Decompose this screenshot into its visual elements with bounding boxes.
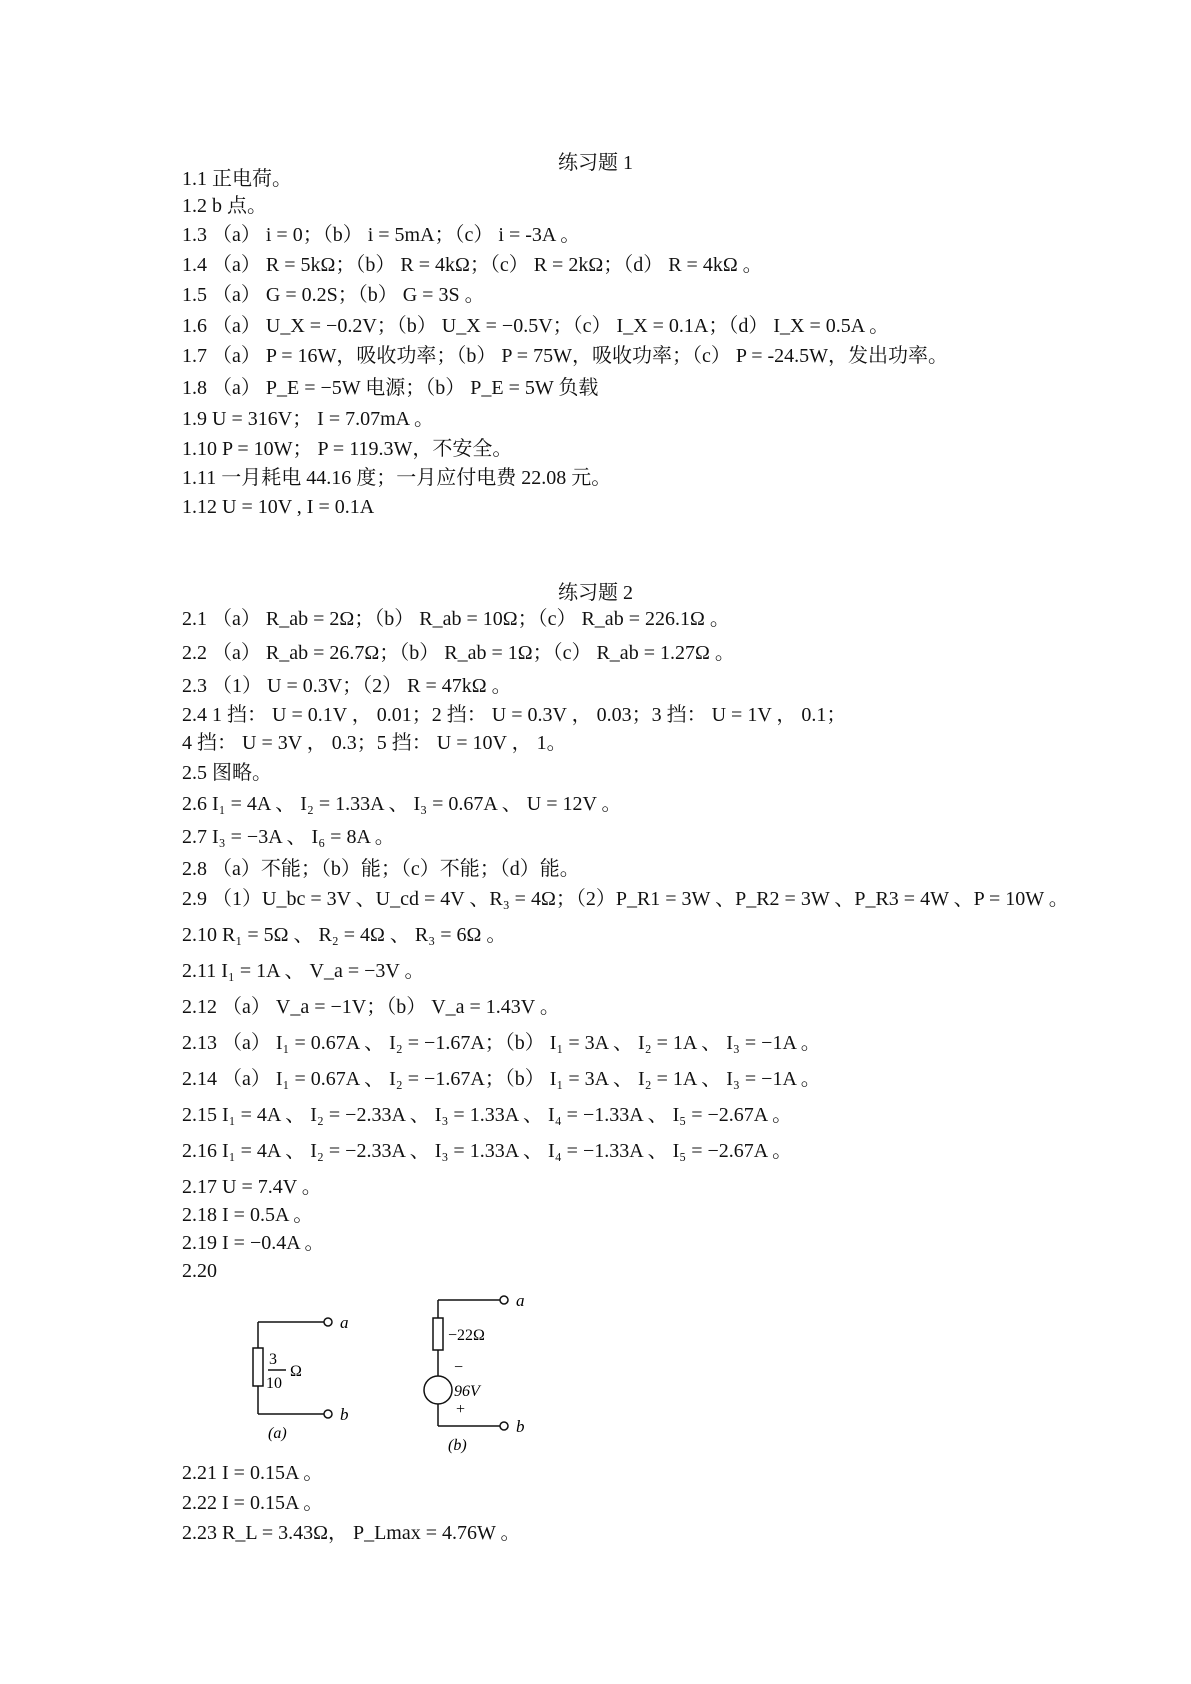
fig-b-node-b: b xyxy=(516,1417,525,1436)
fig-b-source-plus: + xyxy=(456,1401,466,1418)
fig-b-caption: (b) xyxy=(448,1437,467,1454)
answer-1-12: 1.12 U = 10V , I = 0.1A xyxy=(182,496,375,518)
answer-2-6: 2.6 I₁ = 4A 、 I₂ = 1.33A 、 I₃ = 0.67A 、 U = 12V 。 xyxy=(182,793,622,815)
answer-2-17: 2.17 U = 7.4V 。 xyxy=(182,1176,322,1198)
fig-a-resistor-unit: Ω xyxy=(290,1363,302,1380)
answer-1-11: 1.11 一月耗电 44.16 度；一月应付电费 22.08 元。 xyxy=(182,467,612,489)
answer-2-1: 2.1 （a） R_ab = 2Ω；（b） R_ab = 10Ω；（c） R_ab = 226.1Ω 。 xyxy=(182,608,730,630)
fig-a-node-a: a xyxy=(340,1313,349,1332)
answer-2-19: 2.19 I = −0.4A 。 xyxy=(182,1232,325,1254)
answer-2-12: 2.12 （a） V_a = −1V；（b） V_a = 1.43V 。 xyxy=(182,996,560,1018)
section-2-title: 练习题 2 xyxy=(558,582,633,604)
answer-2-4a: 2.4 1 挡： U = 0.1V ， 0.01；2 挡： U = 0.3V ， 0.03；3 挡： U = 1V ， 0.1； xyxy=(182,704,847,726)
fig-a-caption: (a) xyxy=(268,1425,287,1442)
answer-1-1: 1.1 正电荷。 xyxy=(182,168,292,190)
answer-1-9: 1.9 U = 316V； I = 7.07mA 。 xyxy=(182,408,435,430)
answer-1-10: 1.10 P = 10W； P = 119.3W，不安全。 xyxy=(182,438,513,460)
answer-2-16: 2.16 I₁ = 4A 、 I₂ = −2.33A 、 I₃ = 1.33A 、 I₄ = −1.33A 、 I₅ = −2.67A 。 xyxy=(182,1140,793,1162)
answer-2-7: 2.7 I₃ = −3A 、 I₆ = 8A 。 xyxy=(182,826,395,848)
answer-2-3: 2.3 （1） U = 0.3V；（2） R = 47kΩ 。 xyxy=(182,675,512,697)
answer-1-7: 1.7 （a） P = 16W，吸收功率；（b） P = 75W，吸收功率；（c） P = -24.5W，发出功率。 xyxy=(182,345,949,367)
answer-2-9: 2.9 （1）U_bc = 3V 、U_cd = 4V 、R₃ = 4Ω；（2）P_R1 = 3W 、P_R2 = 3W 、P_R3 = 4W 、P = 10W 。 xyxy=(182,888,1069,910)
answer-2-5: 2.5 图略。 xyxy=(182,762,272,784)
section-1-title: 练习题 1 xyxy=(558,152,633,174)
answer-1-3: 1.3 （a） i = 0；（b） i = 5mA；（c） i = -3A 。 xyxy=(182,224,581,246)
answer-2-4b: 4 挡： U = 3V ， 0.3；5 挡： U = 10V ， 1。 xyxy=(182,732,567,754)
fig-b-source-minus: − xyxy=(454,1359,464,1376)
fig-a-node-b: b xyxy=(340,1405,349,1424)
answer-1-6: 1.6 （a） U_X = −0.2V；（b） U_X = −0.5V；（c） I_X = 0.1A；（d） I_X = 0.5A 。 xyxy=(182,315,890,337)
fig-a-resistor-denominator: 10 xyxy=(266,1375,282,1392)
answer-2-18: 2.18 I = 0.5A 。 xyxy=(182,1204,314,1226)
answer-2-11: 2.11 I₁ = 1A 、 V_a = −3V 。 xyxy=(182,960,425,982)
fig-b-resistor-label: −22Ω xyxy=(448,1327,485,1344)
circuit-figure-b xyxy=(420,1280,560,1455)
answer-2-21: 2.21 I = 0.15A 。 xyxy=(182,1462,324,1484)
answer-2-23: 2.23 R_L = 3.43Ω， P_Lmax = 4.76W 。 xyxy=(182,1522,521,1544)
answer-2-13: 2.13 （a） I₁ = 0.67A 、 I₂ = −1.67A；（b） I₁ = 3A 、 I₂ = 1A 、 I₃ = −1A 。 xyxy=(182,1032,821,1054)
circuit-figure-a xyxy=(240,1300,370,1450)
answer-1-5: 1.5 （a） G = 0.2S；（b） G = 3S 。 xyxy=(182,284,485,306)
answer-2-2: 2.2 （a） R_ab = 26.7Ω；（b） R_ab = 1Ω；（c） R_ab = 1.27Ω 。 xyxy=(182,642,735,664)
answer-2-14: 2.14 （a） I₁ = 0.67A 、 I₂ = −1.67A；（b） I₁ = 3A 、 I₂ = 1A 、 I₃ = −1A 。 xyxy=(182,1068,821,1090)
answer-2-22: 2.22 I = 0.15A 。 xyxy=(182,1492,324,1514)
answer-1-8: 1.8 （a） P_E = −5W 电源；（b） P_E = 5W 负载 xyxy=(182,377,599,399)
answer-2-8: 2.8 （a）不能；（b）能；（c）不能；（d）能。 xyxy=(182,858,580,880)
answer-1-2: 1.2 b 点。 xyxy=(182,195,267,217)
answer-2-15: 2.15 I₁ = 4A 、 I₂ = −2.33A 、 I₃ = 1.33A 、 I₄ = −1.33A 、 I₅ = −2.67A 。 xyxy=(182,1104,793,1126)
fig-b-source-value: 96V xyxy=(454,1383,480,1400)
answer-1-4: 1.4 （a） R = 5kΩ；（b） R = 4kΩ；（c） R = 2kΩ；（d） R = 4kΩ 。 xyxy=(182,254,763,276)
answer-2-10: 2.10 R₁ = 5Ω 、 R₂ = 4Ω 、 R₃ = 6Ω 。 xyxy=(182,924,507,946)
fig-b-node-a: a xyxy=(516,1291,525,1310)
fig-a-resistor-numerator: 3 xyxy=(269,1351,277,1368)
answer-2-20: 2.20 xyxy=(182,1260,217,1282)
